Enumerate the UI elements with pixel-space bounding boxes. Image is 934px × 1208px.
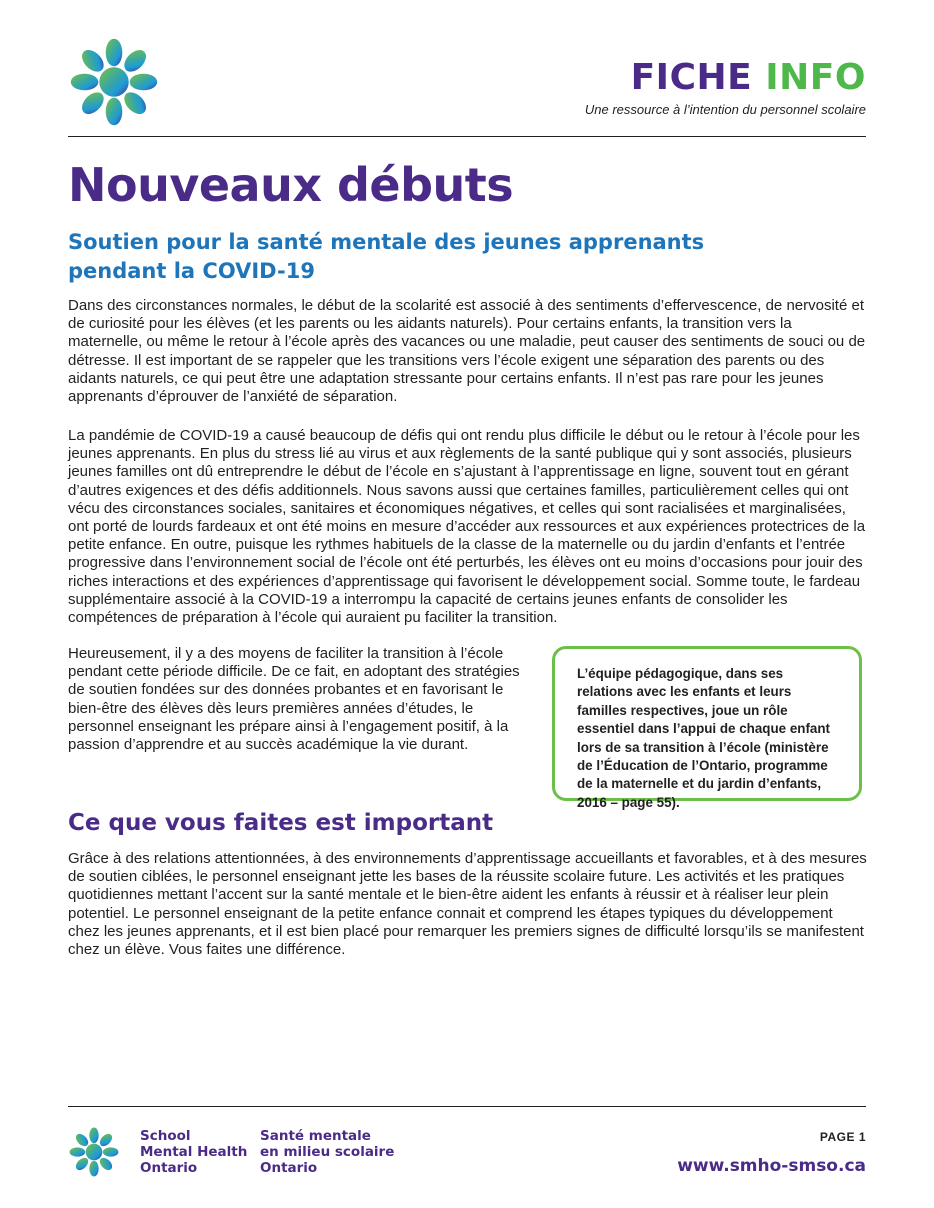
paragraph-importance: Grâce à des relations attentionnées, à des environnements d’apprentissage accueillants et favorables, et à des mesures de soutien ciblées, le personnel enseignant jette les bases de la réussite scolaire future. Les activités et les pratiques quotidiennes mettant l’accent sur la santé mentale et le bien-être aident les enfants à réussir et à réaliser leur plein potentiel. Le personnel enseignant de la petite enfance connait et comprend les étapes typiques du développement chez les jeunes apprenants, et il est bien placé pour remarquer les premiers signes de difficulté lorsqu’ils se manifestent chez un élève. Vous faites une différence.	[68, 850, 867, 959]
footer-divider	[68, 1106, 866, 1107]
page-subtitle: Soutien pour la santé mentale des jeunes apprenants pendant la COVID-19	[68, 230, 705, 283]
fiche-word: FICHE	[630, 57, 753, 98]
org-name-english	[140, 1128, 255, 1176]
smho-footer-logo-icon	[68, 1126, 120, 1178]
org-en-line: Ontario	[140, 1160, 198, 1176]
callout-box: L’équipe pédagogique, dans ses relations avec les enfants et leurs familles respectives, joue un rôle essentiel dans l’appui de chaque enfant lors de sa transition à l’école (ministère de l’Éducation de l’Ontario, programme de la maternelle et du jardin d’enfants, 2016 – page 55).	[552, 646, 862, 801]
org-en-line: Mental Health	[140, 1144, 248, 1160]
paragraph-strategies: Heureusement, il y a des moyens de faciliter la transition à l’école pendant cette période difficile. De ce fait, en adoptant des stratégies de soutien fondées sur des données probantes et en favorisant le bien-être des élèves dès leurs premières années d’études, le personnel enseignant les prépare ainsi à l’engagement positif, à la passion d’apprendre et au succès académique la vie durant.	[68, 645, 520, 754]
page-number: PAGE 1	[819, 1130, 866, 1144]
header-divider	[68, 136, 866, 137]
info-word: INFO	[765, 57, 866, 98]
section-heading: Ce que vous faites est important	[68, 810, 494, 836]
tagline: Une ressource à l’intention du personnel scolaire	[584, 102, 866, 117]
org-en-line: School	[140, 1128, 191, 1144]
org-fr-line: Santé mentale	[260, 1128, 371, 1144]
org-fr-line: Ontario	[260, 1160, 318, 1176]
page-title: Nouveaux débuts	[68, 158, 514, 212]
website-link[interactable]: www.smho-smso.ca	[677, 1156, 866, 1176]
paragraph-pandemic: La pandémie de COVID-19 a causé beaucoup de défis qui ont rendu plus difficile le début ou le retour à l’école pour les jeunes apprenants. En plus du stress lié au virus et aux règlements de la santé publique qui y sont associés, plusieurs jeunes familles ont dû entreprendre le début de l’école en s’ajustant à l’apprentissage en ligne, souvent tout en gérant d’autres exigences et des défis additionnels. Nous savons aussi que certaines familles, particulièrement celles qui ont vécu des circonstances sociales, sanitaires et économiques négatives, et celles qui sont racialisées et marginalisées, ont porté de lourds fardeaux et ont été moins en mesure d’accéder aux ressources et aux expériences protectrices de la petite enfance. En outre, puisque les rythmes habituels de la classe de la maternelle ou du jardin d’enfants et l’entrée progressive dans l’environnement social de l’école ont été perturbés, les élèves ont eu moins d’occasions pour jouir des riches interactions et des expériences d’apprentissage qui favorisent le développement social. Somme toute, le fardeau supplémentaire associé à la COVID-19 a interrompu la capacité de certains jeunes enfants de consolider les compétences de préparation à l’école qui auraient pu faciliter la transition.	[68, 427, 866, 627]
smho-logo-icon	[68, 36, 160, 128]
org-fr-line: en milieu scolaire	[260, 1144, 395, 1160]
paragraph-intro: Dans des circonstances normales, le début de la scolarité est associé à des sentiments d’effervescence, de nervosité et de curiosité pour les élèves (et les parents ou les aidants naturels). Pour certains enfants, la transition vers la maternelle, ou même le retour à l’école après des vacances ou une maladie, peut causer des sentiments de souci ou de détresse. Il est important de se rappeler que les transitions vers l’école exigent une séparation des parents ou des aidants naturels, ce qui peut être une adaptation stressante pour certains enfants. Il n’est pas rare pour les jeunes apprenants d’éprouver de l’anxiété de séparation.	[68, 297, 866, 406]
fiche-info-header	[585, 58, 866, 117]
org-name-french	[260, 1128, 400, 1176]
fiche-info-title	[585, 58, 866, 98]
